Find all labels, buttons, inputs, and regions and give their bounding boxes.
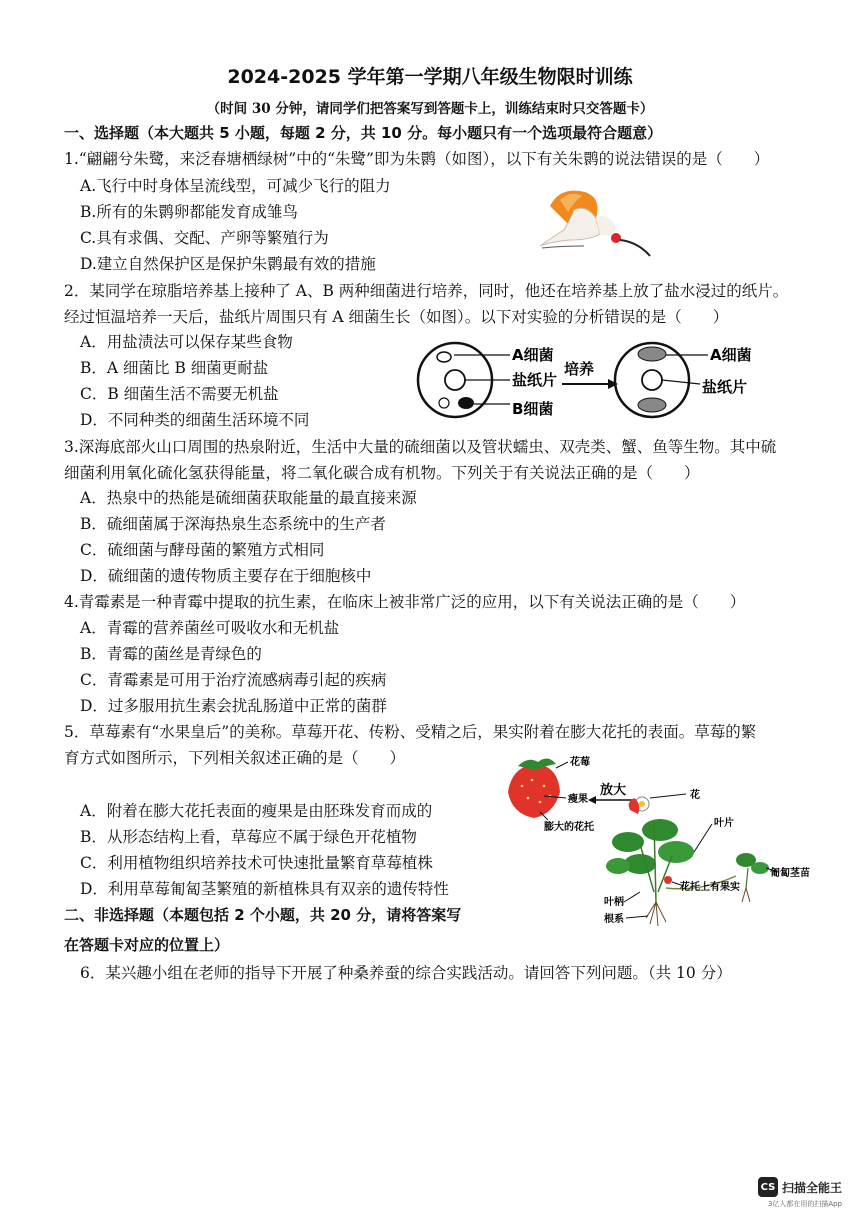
label-petiole: 叶柄 [604, 897, 624, 908]
scanner-watermark [758, 1177, 842, 1209]
question-2-option-b: B．A 细菌比 B 细菌更耐盐 [80, 359, 269, 377]
strawberry-plant [606, 797, 769, 926]
question-5-option-c: C．利用植物组织培养技术可快速批量繁育草莓植株 [80, 854, 433, 872]
label-a-bacteria-after: A细菌 [710, 346, 752, 364]
question-2-option-a: A．用盐渍法可以保存某些食物 [80, 333, 293, 351]
label-stolon-seedling: 匍匐茎苗 [770, 868, 810, 879]
ibis-image [530, 186, 660, 258]
enlarged-strawberry [508, 758, 560, 818]
label-root-system: 根系 [604, 914, 624, 925]
question-3-option-d: D．硫细菌的遗传物质主要存在于细胞核中 [80, 567, 372, 585]
question-1-option-d: D.建立自然保护区是保护朱鹮最有效的措施 [80, 255, 376, 273]
question-3-option-a: A．热泉中的热能是硫细菌获取能量的最直接来源 [80, 489, 417, 507]
question-5-option-a: A．附着在膨大花托表面的瘦果是由胚珠发育而成的 [80, 802, 433, 820]
label-receptacle: 膨大的花托 [544, 822, 594, 833]
question-5-option-b: B．从形态结构上看，草莓应不属于绿色开花植物 [80, 828, 417, 846]
colony-b [458, 397, 474, 409]
scanner-logo-icon: CS [758, 1177, 778, 1197]
question-5-option-d: D．利用草莓匍匐茎繁殖的新植株具有双亲的遗传特性 [80, 880, 449, 898]
question-4-option-b: B．青霉的菌丝是青绿色的 [80, 645, 262, 663]
label-magnify: 放大 [600, 783, 627, 798]
question-2-stem-line-1: 2．某同学在琼脂培养基上接种了 A、B 两种细菌进行培养，同时，他还在培养基上放了盐水浸过的纸片。 [64, 282, 789, 300]
label-culture: 培养 [564, 360, 595, 378]
question-5-stem-line-2: 育方式如图所示，下列相关叙述正确的是（ ） [64, 749, 406, 767]
colony-a [437, 352, 451, 362]
label-flower: 花 [690, 790, 700, 801]
magnify-arrow-icon [588, 796, 596, 804]
question-4-option-a: A．青霉的营养菌丝可吸收水和无机盐 [80, 619, 340, 637]
section-2-heading-line-1: 二、非选择题（本题包括 2 个小题，共 20 分，请将答案写 [64, 906, 462, 924]
question-1-option-b: B.所有的朱鹮卵都能发育成雏鸟 [80, 203, 298, 221]
question-3-stem-line-1: 3.深海底部火山口周围的热泉附近，生活中大量的硫细菌以及管状蠕虫、双壳类、蟹、鱼等生物。其中硫 [64, 438, 777, 456]
label-salt-paper-after: 盐纸片 [702, 378, 748, 396]
page-title: 2024-2025 学年第一学期八年级生物限时训练 [227, 66, 633, 88]
section-2-heading-line-2: 在答题卡对应的位置上） [64, 936, 230, 954]
question-1-option-a: A.飞行中时身体呈流线型，可减少飞行的阻力 [80, 177, 391, 195]
scanner-tagline: 3亿人都在用的扫描App [767, 1200, 842, 1208]
question-3-stem-line-2: 细菌利用氧化硫化氢获得能量，将二氧化碳合成有机物。下列关于有关说法正确的是（ ） [64, 464, 700, 482]
label-achene: 瘦果 [568, 794, 588, 805]
label-leaf: 叶片 [714, 818, 734, 829]
question-5-stem-line-1: 5．草莓素有“水果皇后”的美称。草莓开花、传粉、受精之后，果实附着在膨大花托的表面。草莓的繁 [64, 723, 757, 741]
question-3-option-c: C．硫细菌与酵母菌的繁殖方式相同 [80, 541, 325, 559]
question-2-option-d: D．不同种类的细菌生活环境不同 [80, 411, 310, 429]
label-receptacle-fruit: 花托上有果实 [680, 882, 740, 893]
strawberry-diagram [500, 752, 820, 928]
label-strawberry: 花莓 [570, 757, 590, 768]
label-b-bacteria: B细菌 [512, 400, 554, 418]
scanner-app-name: 扫描全能王 [781, 1180, 842, 1195]
question-2-option-c: C．B 细菌生活不需要无机盐 [80, 385, 279, 403]
salt-paper [445, 370, 465, 390]
question-4-option-c: C．青霉素是可用于治疗流感病毒引起的疾病 [80, 671, 387, 689]
question-3-option-b: B．硫细菌属于深海热泉生态系统中的生产者 [80, 515, 386, 533]
question-6-stem: 6．某兴趣小组在老师的指导下开展了种桑养蚕的综合实践活动。请回答下列问题。（共 10 分） [80, 964, 732, 982]
bacteria-culture-diagram [412, 334, 762, 426]
section-1-heading: 一、选择题（本大题共 5 小题，每题 2 分，共 10 分。每小题只有一个选项最符合题意） [64, 124, 663, 142]
question-2-stem-line-2: 经过恒温培养一天后，盐纸片周围只有 A 细菌生长（如图）。以下对实验的分析错误的是（ ） [64, 308, 729, 326]
question-1-stem: 1.“翩翩兮朱鹭，来泛春塘栖绿树”中的“朱鹭”即为朱鹮（如图），以下有关朱鹮的说法错误的是（ ） [64, 150, 770, 168]
label-salt-paper: 盐纸片 [512, 371, 558, 389]
question-1-option-c: C.具有求偶、交配、产卵等繁殖行为 [80, 229, 329, 247]
label-a-bacteria: A细菌 [512, 346, 554, 364]
question-4-option-d: D．过多服用抗生素会扰乱肠道中正常的菌群 [80, 697, 387, 715]
page-subtitle: （时间 30 分钟，请同学们把答案写到答题卡上，训练结束时只交答题卡） [206, 101, 654, 117]
question-4-stem: 4.青霉素是一种青霉中提取的抗生素，在临床上被非常广泛的应用，以下有关说法正确的是（ ） [64, 593, 746, 611]
